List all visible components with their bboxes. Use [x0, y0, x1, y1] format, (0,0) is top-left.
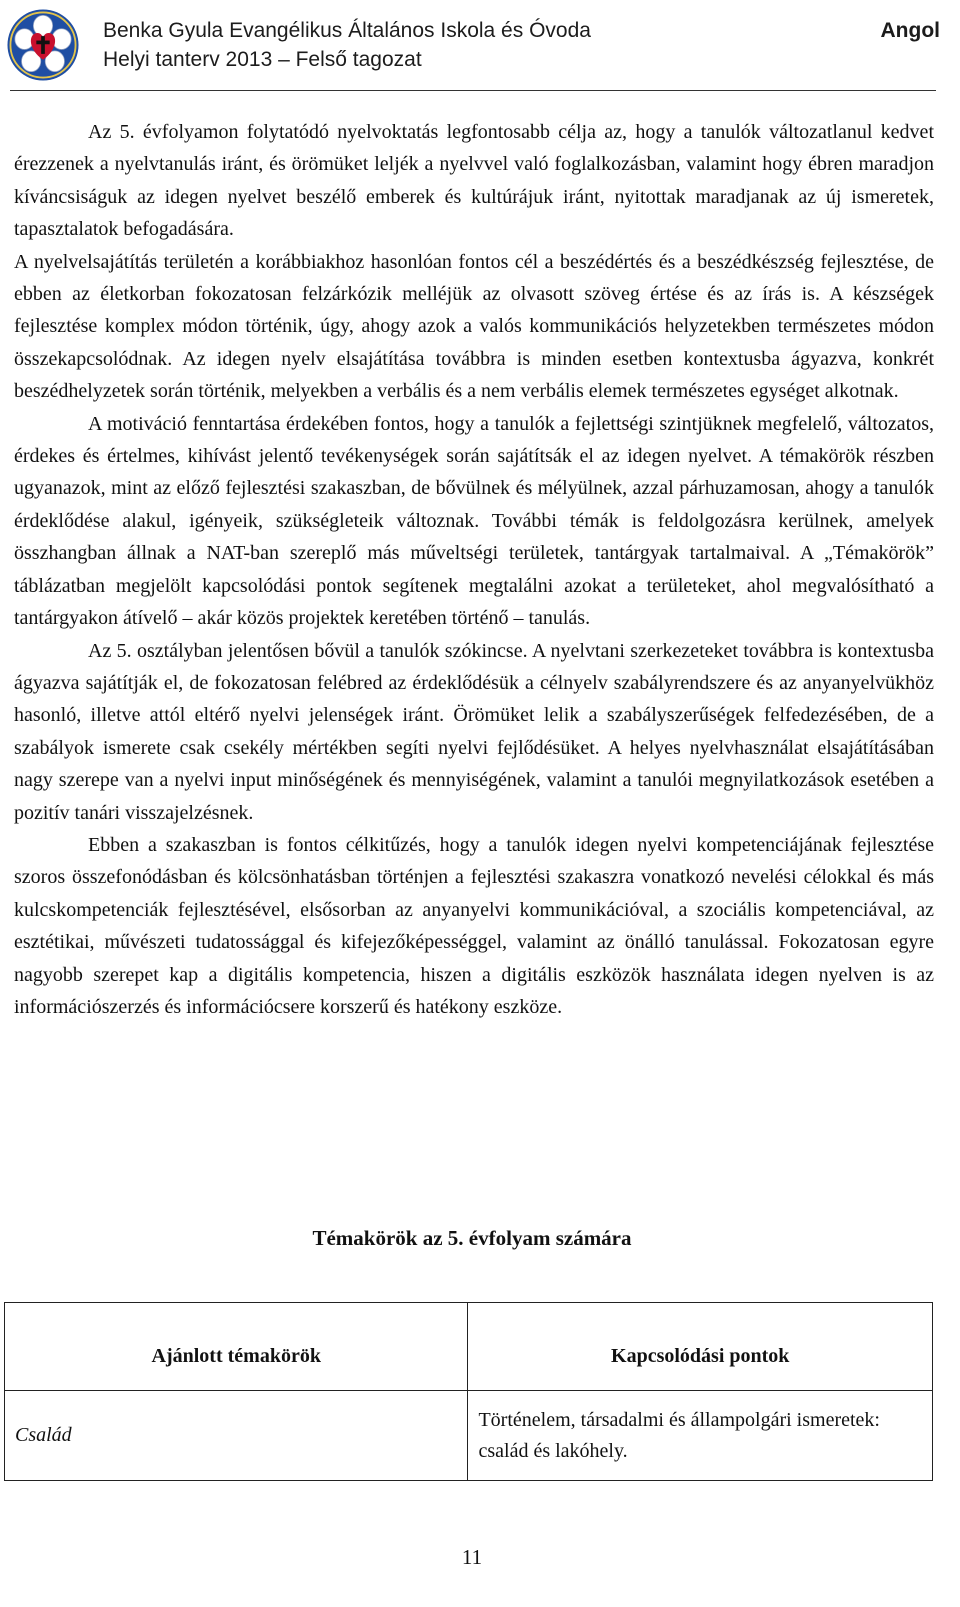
column-header-connections: Kapcsolódási pontok [468, 1303, 933, 1391]
luther-rose-logo [6, 8, 80, 82]
paragraph: Az 5. osztályban jelentősen bővül a tanulók szókincse. A nyelvtani szerkezeteket továbbra is kontextusba ágyazva sajátítják el, de fokozatosan felébred az érdeklődésük a célnyelv szabályrendszere és az anyanyelvükhöz hasonló, illetve attól eltérő nyelvi jelenségek iránt. Örömüket lelik a szabályszerűségek felfedezésében, de a szabályok ismerete csak csekély mértékben segíti nyelvi fejlődésüket. A helyes nyelvhasználat elsajátításában nagy szerepe van a nyelvi input minőségének és mennyiségének, valamint a tanulói megnyilatkozások esetében a pozitív tanári visszajelzésnek. [14, 639, 934, 824]
page-number: 11 [461, 1545, 483, 1569]
curriculum-title: Helyi tanterv 2013 – Felső tagozat [103, 48, 422, 71]
section-title: Témakörök az 5. évfolyam számára [312, 1226, 632, 1250]
table-row [5, 1391, 933, 1481]
header-divider [10, 90, 936, 91]
page-header [0, 0, 960, 96]
topics-table [4, 1302, 933, 1481]
column-header-topics: Ajánlott témakörök [5, 1303, 468, 1391]
paragraph: A nyelvelsajátítás területén a korábbiakhoz hasonlóan fontos cél a beszédértés és a beszédkészség fejlesztése, de ebben az életkorban fokozatosan felzárkózik melléjük az olvasott szöveg értése és az írás is. A készségek fejlesztése komplex módon történik, úgy, ahogy azok a valós kommunikációs helyzetekben természetes módon összekapcsolódnak. Az idegen nyelv elsajátítása továbbra is minden esetben kontextusba ágyazva, konkrét beszédhelyzetek során történik, melyekben a verbális és a nem verbális elemek természetes egységet alkotnak. [14, 250, 934, 403]
table-header-row [5, 1303, 933, 1391]
connection-cell: Történelem, társadalmi és állampolgári ismeretek: család és lakóhely. [468, 1391, 933, 1481]
body-text [14, 116, 934, 1023]
paragraph: Az 5. évfolyamon folytatódó nyelvoktatás legfontosabb célja az, hogy a tanulók változatlanul kedvet érezzenek a nyelvtanulás iránt, és örömüket leljék a nyelvvel való foglalkozásban, valamint hogy ébren maradjon kíváncsiságuk az idegen nyelvet beszélő emberek és kultúrájuk iránt, nyitottak maradjanak az új ismeretek, tapasztalatok befogadására. [14, 121, 934, 241]
subject-label: Angol [880, 19, 940, 42]
school-name: Benka Gyula Evangélikus Általános Iskola és Óvoda [103, 19, 591, 42]
paragraph: Ebben a szakaszban is fontos célkitűzés, hogy a tanulók idegen nyelvi kompetenciájának fejlesztése szoros összefonódásban és kölcsönhatásban történjen a fejlesztési szakaszra vonatkozó nevelési célokkal és más kulcskompetenciák fejlesztésével, elsősorban az anyanyelvi kommunikációval, a szociális kompetenciával, az esztétikai, művészeti tudatossággal és kifejezőképességgel, valamint az önálló tanulással. Fokozatosan egyre nagyobb szerepet kap a digitális kompetencia, hiszen a digitális eszközök használata idegen nyelven is az információszerzés és információcsere korszerű és hatékony eszköze. [14, 833, 934, 1018]
paragraph: A motiváció fenntartása érdekében fontos, hogy a tanulók a fejlettségi szintjüknek megfelelő, változatos, érdekes és értelmes, kihívást jelentő tevékenységek során sajátítsák el az idegen nyelvet. A témakörök részben ugyanazok, mint az előző fejlesztési szakaszban, de bővülnek és mélyülnek, azzal párhuzamosan, ahogy a tanulók érdeklődése alakul, igényeik, szükségleteik változnak. További témák is feldolgozásra kerülnek, amelyek összhangban állnak a NAT-ban szereplő más műveltségi területek, tantárgyak tartalmaival. A „Témakörök” táblázatban megjelölt kapcsolódási pontok segítenek megtalálni azokat a területeket, ahol megvalósítható a tantárgyakon átívelő – akár közös projektek keretében történő – tanulás. [14, 412, 934, 630]
topic-cell: Család [5, 1391, 468, 1481]
